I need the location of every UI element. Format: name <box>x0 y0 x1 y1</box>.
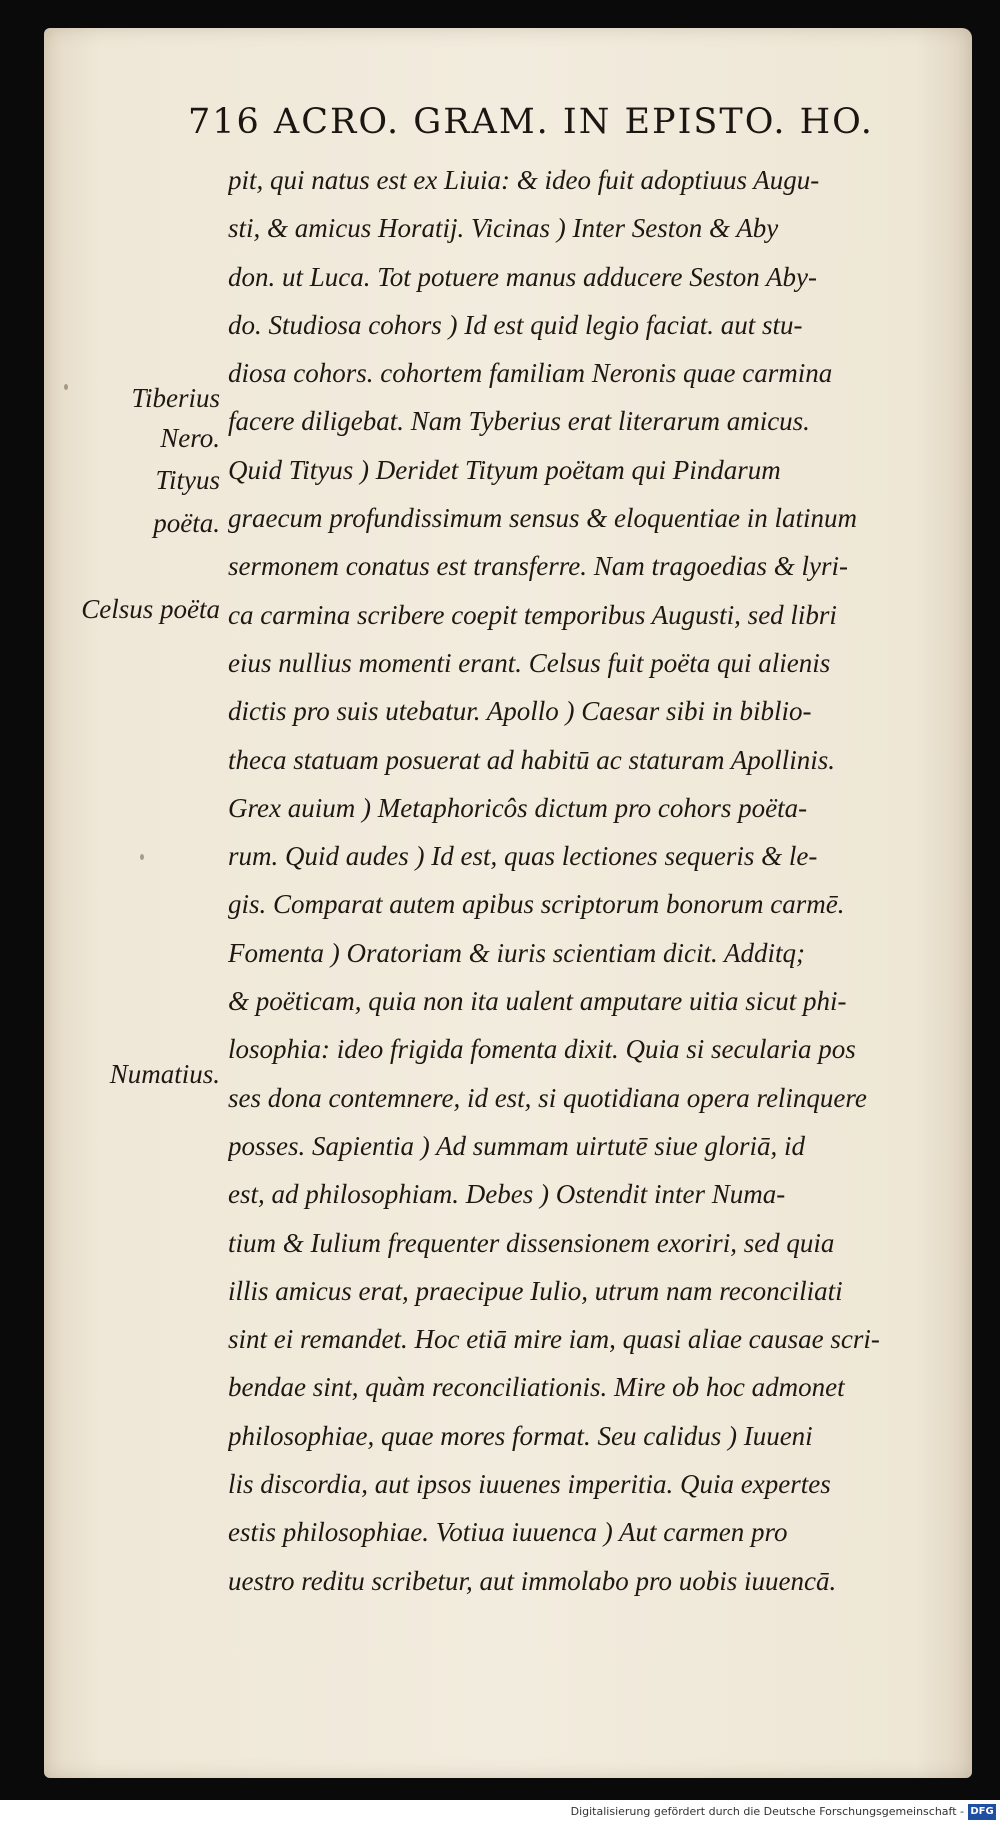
footer-strip <box>0 1800 1000 1825</box>
text-line-10: ca carmina scribere coepit temporibus Augusti, sed libri <box>228 599 837 630</box>
text-line-27: philosophiae, quae mores format. Seu calidus ) Iuueni <box>228 1420 813 1451</box>
body-text <box>228 156 928 1605</box>
text-line-30: uestro reditu scribetur, aut immolabo pro uobis iuuencā. <box>228 1565 837 1596</box>
text-line-15: rum. Quid audes ) Id est, quas lectiones sequeris & le- <box>228 841 818 872</box>
text-line-28: lis discordia, aut ipsos iuuenes imperitia. Quia expertes <box>228 1469 831 1500</box>
text-line-21: posses. Sapientia ) Ad summam uirtutē siue gloriā, id <box>228 1130 805 1161</box>
margin-note-tiberius: Tiberius <box>131 383 220 413</box>
text-line-23: tium & Iulium frequenter dissensionem exoriri, sed quia <box>228 1227 835 1258</box>
text-line-29: estis philosophiae. Votiua iuuenca ) Aut carmen pro <box>228 1517 788 1548</box>
text-line-7: Quid Tityus ) Deridet Tityum poëtam qui Pindarum <box>228 454 781 485</box>
text-line-12: dictis pro suis utebatur. Apollo ) Caesar sibi in biblio- <box>228 696 812 727</box>
margin-note-celsus: Celsus poëta <box>81 594 220 624</box>
text-line-16: gis. Comparat autem apibus scriptorum bonorum carmē. <box>228 889 845 920</box>
text-line-24: illis amicus erat, praecipue Iulio, utrum nam reconciliati <box>228 1275 843 1306</box>
text-line-18: & poëticam, quia non ita ualent amputare uitia sicut phi- <box>228 986 847 1017</box>
text-line-6: facere diligebat. Nam Tyberius erat literarum amicus. <box>228 406 810 437</box>
text-line-5: diosa cohors. cohortem familiam Neronis quae carmina <box>228 358 833 389</box>
text-line-11: eius nullius momenti erant. Celsus fuit poëta qui alienis <box>228 647 831 678</box>
running-head: 716 ACRO. GRAM. IN EPISTO. HO. <box>188 102 874 142</box>
margin-note-nero: Nero. <box>160 423 220 453</box>
text-line-25: sint ei remandet. Hoc etiā mire iam, quasi aliae causae scri- <box>228 1324 880 1355</box>
margin-note-numatius: Numatius. <box>109 1059 220 1089</box>
dfg-logo-icon: DFG <box>968 1804 996 1820</box>
text-line-9: sermonem conatus est transferre. Nam tragoedias & lyri- <box>228 551 848 582</box>
text-line-26: bendae sint, quàm reconciliationis. Mire ob hoc admonet <box>228 1372 845 1403</box>
text-line-3: don. ut Luca. Tot potuere manus adducere Seston Aby- <box>228 261 817 292</box>
text-line-4: do. Studiosa cohors ) Id est quid legio faciat. aut stu- <box>228 309 803 340</box>
text-line-22: est, ad philosophiam. Debes ) Ostendit inter Numa- <box>228 1179 786 1210</box>
text-line-19: losophia: ideo frigida fomenta dixit. Quia si secularia pos <box>228 1034 856 1065</box>
text-line-20: ses dona contemnere, id est, si quotidiana opera relinquere <box>228 1082 867 1113</box>
paper-speck <box>140 854 144 860</box>
margin-note-poeta: poëta. <box>153 508 220 538</box>
text-line-14: Grex auium ) Metaphoricôs dictum pro cohors poëta- <box>228 792 808 823</box>
digitization-credit: Digitalisierung gefördert durch die Deutsche Forschungsgemeinschaft - <box>570 1805 964 1818</box>
text-line-1: pit, qui natus est ex Liuia: & ideo fuit adoptiuus Augu- <box>228 165 820 195</box>
text-line-2: sti, & amicus Horatij. Vicinas ) Inter Seston & Aby <box>228 213 779 244</box>
text-line-17: Fomenta ) Oratoriam & iuris scientiam dicit. Additq; <box>228 937 805 968</box>
text-line-8: graecum profundissimum sensus & eloquentiae in latinum <box>228 503 857 534</box>
margin-note-tityus: Tityus <box>155 465 220 495</box>
text-line-13: theca statuam posuerat ad habitū ac staturam Apollinis. <box>228 744 835 775</box>
